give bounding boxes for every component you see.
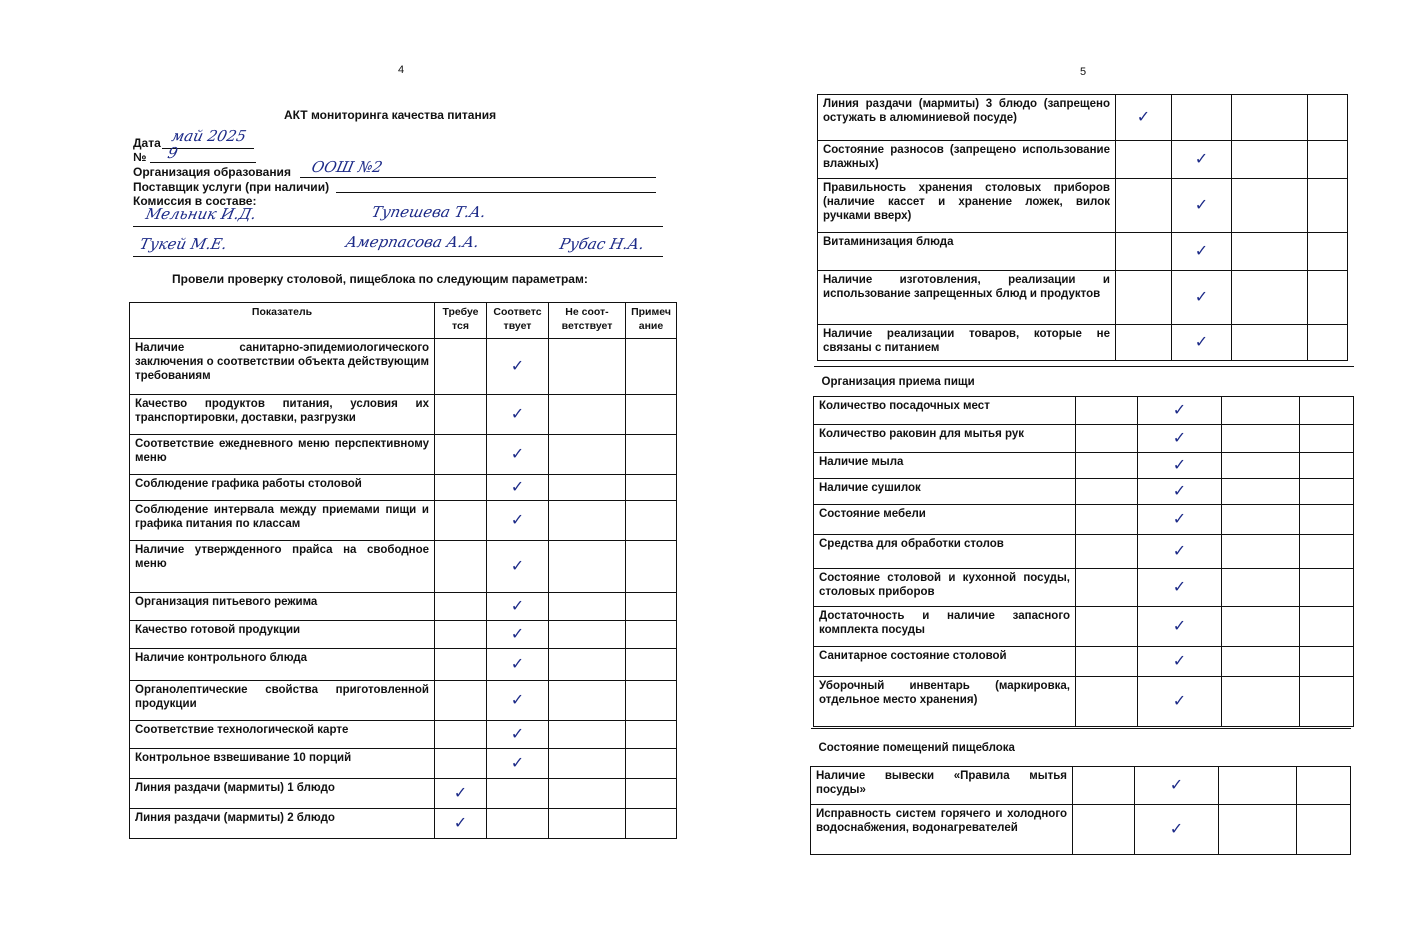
mark-cell <box>549 475 626 501</box>
mark-cell <box>1116 325 1172 361</box>
column-header: Не соот-ветствует <box>549 303 626 339</box>
checkmark-icon: ✓ <box>1194 286 1209 306</box>
mark-cell <box>487 395 549 435</box>
checkmark-icon: ✓ <box>510 623 525 643</box>
row-label: Достаточность и наличие запасного комплекта посуды <box>814 607 1076 647</box>
table-row <box>814 453 1354 479</box>
mark-cell <box>1308 141 1348 179</box>
mark-cell <box>1076 607 1138 647</box>
mark-cell <box>626 501 677 541</box>
mark-cell <box>1076 453 1138 479</box>
row-label: Органолептические свойства приготовленной продукции <box>130 681 435 721</box>
mark-cell <box>626 475 677 501</box>
mark-cell <box>1222 453 1300 479</box>
table-row <box>130 541 677 593</box>
table-row <box>130 593 677 621</box>
mark-cell <box>1232 179 1308 233</box>
mark-cell <box>1073 767 1135 805</box>
mark-cell <box>549 779 626 809</box>
mark-cell <box>549 809 626 839</box>
mark-cell <box>1172 141 1232 179</box>
mark-cell <box>549 593 626 621</box>
checkmark-icon: ✓ <box>1172 540 1187 560</box>
row-label: Наличие сушилок <box>814 479 1076 505</box>
mark-cell <box>1138 425 1222 453</box>
mark-cell <box>1116 233 1172 271</box>
row-label: Соблюдение графика работы столовой <box>130 475 435 501</box>
checkmark-icon: ✓ <box>510 443 525 463</box>
mark-cell <box>626 395 677 435</box>
mark-cell <box>435 501 487 541</box>
mark-cell <box>1300 647 1354 677</box>
checkmark-icon: ✓ <box>1172 399 1187 419</box>
mark-cell <box>1308 95 1348 141</box>
checkmark-icon: ✓ <box>510 555 525 575</box>
org-value: ООШ №2 <box>310 158 385 176</box>
mark-cell <box>487 681 549 721</box>
mark-cell <box>1135 805 1219 855</box>
table-row <box>130 681 677 721</box>
page-number: 5 <box>1080 66 1087 78</box>
mark-cell <box>487 809 549 839</box>
page-number: 4 <box>398 64 405 76</box>
row-label: Линия раздачи (мармиты) 3 блюдо (запрещено остужать в алюминиевой посуде) <box>818 95 1116 141</box>
mark-cell <box>626 809 677 839</box>
checkmark-icon: ✓ <box>453 782 468 802</box>
mark-cell <box>549 541 626 593</box>
checkmark-icon: ✓ <box>1194 194 1209 214</box>
row-label: Состояние мебели <box>814 505 1076 535</box>
mark-cell <box>435 475 487 501</box>
checkmark-icon: ✓ <box>1172 576 1187 596</box>
row-label: Соответствие технологической карте <box>130 721 435 749</box>
row-label: Качество продуктов питания, условия их транспортировки, доставки, разгрузки <box>130 395 435 435</box>
section-title: Состояние помещений пищеблока <box>811 729 1351 767</box>
mark-cell <box>1135 767 1219 805</box>
mark-cell <box>1300 425 1354 453</box>
mark-cell <box>1172 325 1232 361</box>
mark-cell <box>626 779 677 809</box>
column-header: Соответс твует <box>487 303 549 339</box>
mark-cell <box>626 681 677 721</box>
checkmark-icon: ✓ <box>1169 774 1184 794</box>
checkmark-icon: ✓ <box>510 403 525 423</box>
mark-cell <box>1138 505 1222 535</box>
table-row <box>818 179 1348 233</box>
table-row <box>130 339 677 395</box>
mark-cell <box>549 649 626 681</box>
table-row <box>818 95 1348 141</box>
table-row <box>130 435 677 475</box>
mark-cell <box>626 339 677 395</box>
checkmark-icon: ✓ <box>1194 240 1209 260</box>
mark-cell <box>549 681 626 721</box>
table-row <box>814 677 1354 727</box>
row-label: Качество готовой продукции <box>130 621 435 649</box>
mark-cell <box>435 721 487 749</box>
mark-cell <box>1300 397 1354 425</box>
table-row <box>814 425 1354 453</box>
mark-cell <box>1116 271 1172 325</box>
mark-cell <box>1297 805 1351 855</box>
mark-cell <box>487 339 549 395</box>
mark-cell <box>1232 325 1308 361</box>
row-label: Наличие контрольного блюда <box>130 649 435 681</box>
mark-cell <box>435 435 487 475</box>
row-label: Средства для обработки столов <box>814 535 1076 569</box>
mark-cell <box>1297 767 1351 805</box>
table-row <box>814 397 1354 425</box>
mark-cell <box>549 435 626 475</box>
mark-cell <box>1138 569 1222 607</box>
mark-cell <box>1172 271 1232 325</box>
mark-cell <box>1138 397 1222 425</box>
row-label: Линия раздачи (мармиты) 2 блюдо <box>130 809 435 839</box>
mark-cell <box>487 621 549 649</box>
mark-cell <box>1076 569 1138 607</box>
mark-cell <box>1222 535 1300 569</box>
table-row <box>811 767 1351 805</box>
table-row <box>818 233 1348 271</box>
mark-cell <box>549 749 626 779</box>
mark-cell <box>487 541 549 593</box>
checkmark-icon: ✓ <box>510 355 525 375</box>
commission-label: Комиссия в составе: <box>133 194 257 208</box>
mark-cell <box>1076 535 1138 569</box>
mark-cell <box>1222 425 1300 453</box>
mark-cell <box>626 649 677 681</box>
section-header-row <box>814 367 1354 397</box>
mark-cell <box>435 809 487 839</box>
table-row <box>130 475 677 501</box>
mark-cell <box>435 541 487 593</box>
mark-cell <box>1076 647 1138 677</box>
checkmark-icon: ✓ <box>1172 480 1187 500</box>
row-label: Состояние столовой и кухонной посуды, столовых приборов <box>814 569 1076 607</box>
mark-cell <box>1308 179 1348 233</box>
mark-cell <box>435 395 487 435</box>
table-row <box>814 535 1354 569</box>
row-label: Линия раздачи (мармиты) 1 блюдо <box>130 779 435 809</box>
mark-cell <box>1222 505 1300 535</box>
date-label: Дата <box>133 136 161 150</box>
mark-cell <box>1138 479 1222 505</box>
row-label: Организация питьевого режима <box>130 593 435 621</box>
checkmark-icon: ✓ <box>1172 427 1187 447</box>
table-row <box>811 805 1351 855</box>
mark-cell <box>435 339 487 395</box>
mark-cell <box>1232 233 1308 271</box>
table-row <box>814 505 1354 535</box>
mark-cell <box>1222 607 1300 647</box>
mark-cell <box>1222 569 1300 607</box>
table-row <box>818 141 1348 179</box>
mark-cell <box>1219 767 1297 805</box>
column-header: Примеч ание <box>626 303 677 339</box>
row-label: Контрольное взвешивание 10 порций <box>130 749 435 779</box>
row-label: Наличие утвержденного прайса на свободное меню <box>130 541 435 593</box>
mark-cell <box>1222 647 1300 677</box>
mark-cell <box>626 621 677 649</box>
mark-cell <box>435 649 487 681</box>
checkmark-icon: ✓ <box>1194 148 1209 168</box>
number-value: 9 <box>166 144 180 162</box>
mark-cell <box>1300 569 1354 607</box>
mark-cell <box>1138 607 1222 647</box>
row-label: Наличие санитарно-эпидемиологического заключения о соответствии объекта действующим требованиям <box>130 339 435 395</box>
row-label: Наличие вывески «Правила мытья посуды» <box>811 767 1073 805</box>
mark-cell <box>1076 479 1138 505</box>
mark-cell <box>1232 271 1308 325</box>
mark-cell <box>1222 397 1300 425</box>
checkmark-icon: ✓ <box>1172 690 1187 710</box>
checkmark-icon: ✓ <box>1172 615 1187 635</box>
document-title: АКТ мониторинга качества питания <box>284 108 497 122</box>
table-row <box>814 607 1354 647</box>
checkmark-icon: ✓ <box>510 509 525 529</box>
mark-cell <box>626 593 677 621</box>
checkmark-icon: ✓ <box>1169 818 1184 838</box>
mark-cell <box>435 681 487 721</box>
mark-cell <box>435 593 487 621</box>
mark-cell <box>1138 535 1222 569</box>
mark-cell <box>1300 677 1354 727</box>
checkmark-icon: ✓ <box>1172 650 1187 670</box>
checkmark-icon: ✓ <box>1172 454 1187 474</box>
mark-cell <box>1116 95 1172 141</box>
table-row <box>814 569 1354 607</box>
table-row <box>818 271 1348 325</box>
mark-cell <box>1232 141 1308 179</box>
checklist-table-continued <box>817 94 1348 361</box>
row-label: Наличие реализации товаров, которые не связаны с питанием <box>818 325 1116 361</box>
mark-cell <box>1076 677 1138 727</box>
column-header: Показатель <box>130 303 435 339</box>
checklist-table <box>129 302 677 839</box>
section-header-row <box>811 729 1351 767</box>
table-row <box>814 479 1354 505</box>
commission-member: Тукей М.Е. <box>138 235 229 253</box>
mark-cell <box>1138 647 1222 677</box>
row-label: Витаминизация блюда <box>818 233 1116 271</box>
checkmark-icon: ✓ <box>510 595 525 615</box>
row-label: Исправность систем горячего и холодного водоснабжения, водонагревателей <box>811 805 1073 855</box>
kitchen-premises-table <box>810 728 1351 855</box>
mark-cell <box>1076 505 1138 535</box>
checkmark-icon: ✓ <box>510 689 525 709</box>
mark-cell <box>1219 805 1297 855</box>
mark-cell <box>1308 233 1348 271</box>
table-row <box>130 621 677 649</box>
date-value: май 2025 <box>170 127 248 145</box>
mark-cell <box>435 621 487 649</box>
checkmark-icon: ✓ <box>510 723 525 743</box>
mark-cell <box>1172 179 1232 233</box>
mark-cell <box>1138 677 1222 727</box>
mark-cell <box>1308 271 1348 325</box>
mark-cell <box>487 593 549 621</box>
checkmark-icon: ✓ <box>510 653 525 673</box>
page-5 <box>712 0 1424 940</box>
table-row <box>130 809 677 839</box>
table-row <box>130 501 677 541</box>
mark-cell <box>626 435 677 475</box>
table-row <box>130 779 677 809</box>
table-row <box>818 325 1348 361</box>
row-label: Соответствие ежедневного меню перспективному меню <box>130 435 435 475</box>
row-label: Санитарное состояние столовой <box>814 647 1076 677</box>
mark-cell <box>1172 233 1232 271</box>
row-label: Количество раковин для мытья рук <box>814 425 1076 453</box>
mark-cell <box>487 779 549 809</box>
mark-cell <box>1076 425 1138 453</box>
mark-cell <box>1300 479 1354 505</box>
mark-cell <box>487 649 549 681</box>
commission-member: Рубас Н.А. <box>558 235 646 253</box>
mark-cell <box>1300 607 1354 647</box>
row-label: Количество посадочных мест <box>814 397 1076 425</box>
commission-member: Тупешева Т.А. <box>370 203 488 221</box>
mark-cell <box>487 501 549 541</box>
checkmark-icon: ✓ <box>1172 508 1187 528</box>
commission-member: Мельник И.Д. <box>144 205 258 223</box>
mark-cell <box>1300 453 1354 479</box>
mark-cell <box>626 749 677 779</box>
mark-cell <box>1116 141 1172 179</box>
mark-cell <box>1222 479 1300 505</box>
row-label: Наличие изготовления, реализации и использование запрещенных блюд и продуктов <box>818 271 1116 325</box>
section-title: Организация приема пищи <box>814 367 1354 397</box>
mark-cell <box>1073 805 1135 855</box>
commission-member: Амерпасова А.А. <box>344 233 481 251</box>
row-label: Наличие мыла <box>814 453 1076 479</box>
row-label: Соблюдение интервала между приемами пищи и графика питания по классам <box>130 501 435 541</box>
mark-cell <box>1222 677 1300 727</box>
checkmark-icon: ✓ <box>453 812 468 832</box>
org-label: Организация образования <box>133 165 291 179</box>
checkmark-icon: ✓ <box>510 752 525 772</box>
checkmark-icon: ✓ <box>510 476 525 496</box>
table-row <box>130 749 677 779</box>
mark-cell <box>549 621 626 649</box>
column-header: Требуе тся <box>435 303 487 339</box>
mark-cell <box>1116 179 1172 233</box>
mark-cell <box>549 721 626 749</box>
mark-cell <box>487 435 549 475</box>
mark-cell <box>487 749 549 779</box>
mark-cell <box>1300 535 1354 569</box>
mark-cell <box>549 339 626 395</box>
checkmark-icon: ✓ <box>1136 106 1151 126</box>
table-header-row <box>130 303 677 339</box>
mark-cell <box>1076 397 1138 425</box>
number-label: № <box>133 150 147 164</box>
mark-cell <box>435 749 487 779</box>
mark-cell <box>1232 95 1308 141</box>
intro-text: Провели проверку столовой, пищеблока по следующим параметрам: <box>172 272 588 286</box>
table-row <box>814 647 1354 677</box>
row-label: Уборочный инвентарь (маркировка, отдельное место хранения) <box>814 677 1076 727</box>
mark-cell <box>626 721 677 749</box>
mark-cell <box>487 721 549 749</box>
table-row <box>130 721 677 749</box>
mark-cell <box>1308 325 1348 361</box>
meal-organization-table <box>813 366 1354 727</box>
mark-cell <box>1300 505 1354 535</box>
row-label: Состояние разносов (запрещено использование влажных) <box>818 141 1116 179</box>
checkmark-icon: ✓ <box>1194 331 1209 351</box>
table-row <box>130 649 677 681</box>
supplier-label: Поставщик услуги (при наличии) <box>133 180 330 194</box>
mark-cell <box>1172 95 1232 141</box>
mark-cell <box>549 501 626 541</box>
mark-cell <box>626 541 677 593</box>
mark-cell <box>1138 453 1222 479</box>
row-label: Правильность хранения столовых приборов (наличие кассет и хранение ложек, вилок ручками вверх) <box>818 179 1116 233</box>
mark-cell <box>487 475 549 501</box>
mark-cell <box>549 395 626 435</box>
mark-cell <box>435 779 487 809</box>
table-row <box>130 395 677 435</box>
